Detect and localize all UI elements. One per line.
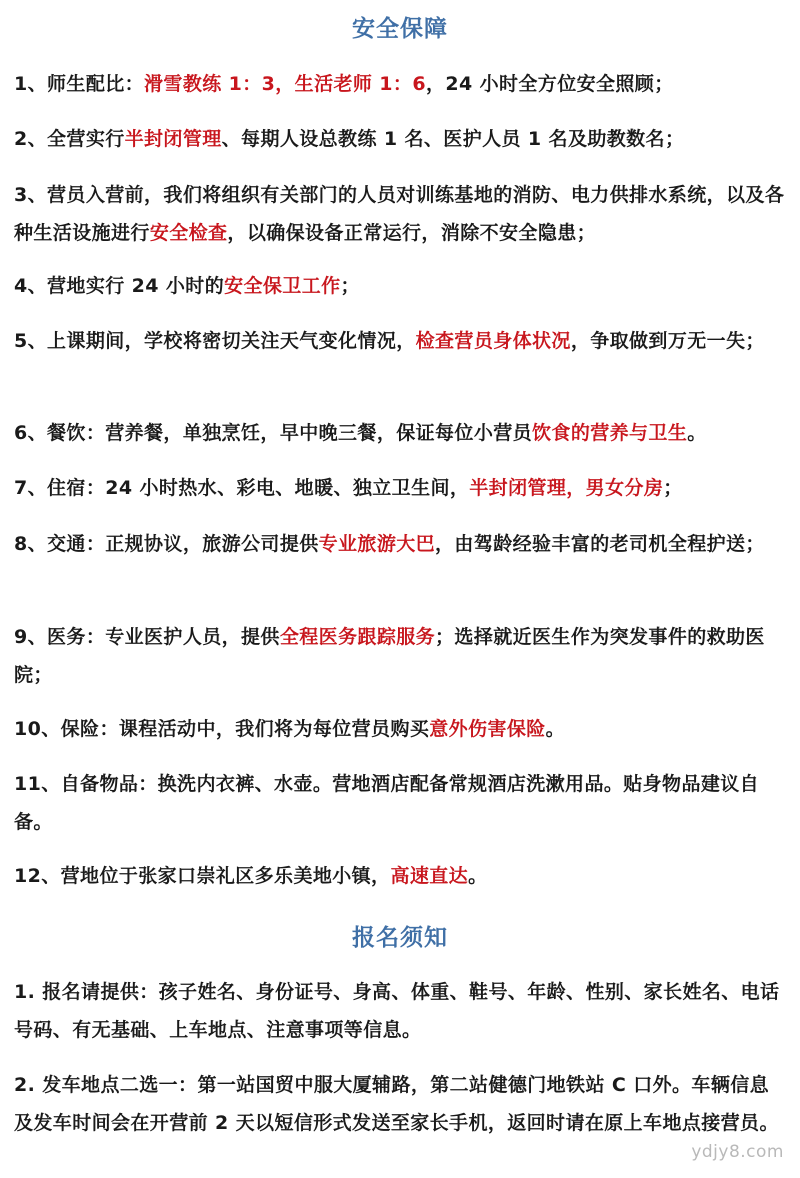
section-title-registration: 报名须知: [352, 925, 448, 951]
body-text: 。: [468, 865, 488, 887]
body-text: 9、医务：专业医护人员，提供: [14, 626, 280, 648]
body-text: 6、餐饮：营养餐，单独烹饪，早中晚三餐，保证每位小营员: [14, 422, 533, 444]
safety-item: [14, 525, 786, 563]
safety-item: [14, 414, 786, 452]
highlight-text: 全程医务跟踪服务: [279, 626, 436, 648]
safety-item: [14, 65, 786, 103]
safety-item: [14, 618, 786, 694]
highlight-text: 滑雪教练 1：3，生活老师 1：6: [144, 73, 426, 95]
highlight-text: 意外伤害保险: [429, 718, 546, 740]
highlight-text: 检查营员身体状况: [415, 330, 571, 352]
safety-item: [14, 267, 786, 305]
body-text: ；: [340, 275, 360, 297]
highlight-text: 安全检查: [149, 222, 228, 244]
body-text: 2. 发车地点二选一：第一站国贸中服大厦辅路，第二站健德门地铁站 C 口外。车辆信息及发车时间会在开营前 2 天以短信形式发送至家长手机，返回时请在原上车地点接营员。: [14, 1074, 779, 1134]
highlight-text: 高速直达: [390, 865, 469, 887]
body-text: 5、上课期间，学校将密切关注天气变化情况，: [14, 330, 416, 352]
body-text: 7、住宿：24 小时热水、彩电、地暖、独立卫生间，: [14, 477, 470, 499]
safety-item: [14, 120, 786, 158]
body-text: 1. 报名请提供：孩子姓名、身份证号、身高、体重、鞋号、年龄、性别、家长姓名、电话号码、有无基础、上车地点、注意事项等信息。: [14, 981, 780, 1041]
body-text: 1、师生配比：: [14, 73, 145, 95]
safety-item: [14, 857, 786, 895]
safety-item: [14, 322, 786, 360]
body-text: ；选择就近医生作为突发事件的救助医院；: [14, 626, 765, 686]
watermark: ydjy8.com: [691, 1142, 784, 1162]
body-text: ，以确保设备正常运行，消除不安全隐患；: [227, 222, 597, 244]
highlight-text: 半封闭管理，男女分房: [469, 477, 664, 499]
highlight-text: 专业旅游大巴: [318, 533, 436, 555]
body-text: ，争取做到万无一失；: [570, 330, 765, 352]
body-text: 4、营地实行 24 小时的: [14, 275, 225, 297]
body-text: 。: [545, 718, 566, 740]
body-text: 10、保险：课程活动中，我们将为每位营员购买: [14, 718, 430, 740]
body-text: ，24 小时全方位安全照顾；: [425, 73, 674, 95]
body-text: 2、全营实行: [14, 128, 125, 150]
registration-item: [14, 973, 786, 1049]
highlight-text: 半封闭管理: [124, 128, 222, 150]
body-text: 8、交通：正规协议，旅游公司提供: [14, 533, 319, 555]
safety-item: [14, 710, 786, 748]
safety-item: [14, 469, 786, 507]
section-title-safety: 安全保障: [352, 16, 448, 42]
body-text: 12、营地位于张家口崇礼区多乐美地小镇，: [14, 865, 391, 887]
body-text: 、每期人设总教练 1 名、医护人员 1 名及助教数名；: [221, 128, 685, 150]
body-text: 11、自备物品：换洗内衣裤、水壶。营地酒店配备常规酒店洗漱用品。贴身物品建议自备。: [14, 773, 760, 833]
body-text: 3、营员入营前，我们将组织有关部门的人员对训练基地的消防、电力供排水系统，以及各种生活设施进行: [14, 184, 785, 244]
highlight-text: 饮食的营养与卫生: [532, 422, 688, 444]
safety-item: [14, 176, 786, 252]
body-text: ，由驾龄经验丰富的老司机全程护送；: [435, 533, 765, 555]
highlight-text: 安全保卫工作: [224, 275, 341, 297]
body-text: ；: [663, 477, 683, 499]
registration-item: [14, 1066, 786, 1142]
safety-item: [14, 765, 786, 841]
body-text: 。: [687, 422, 707, 444]
